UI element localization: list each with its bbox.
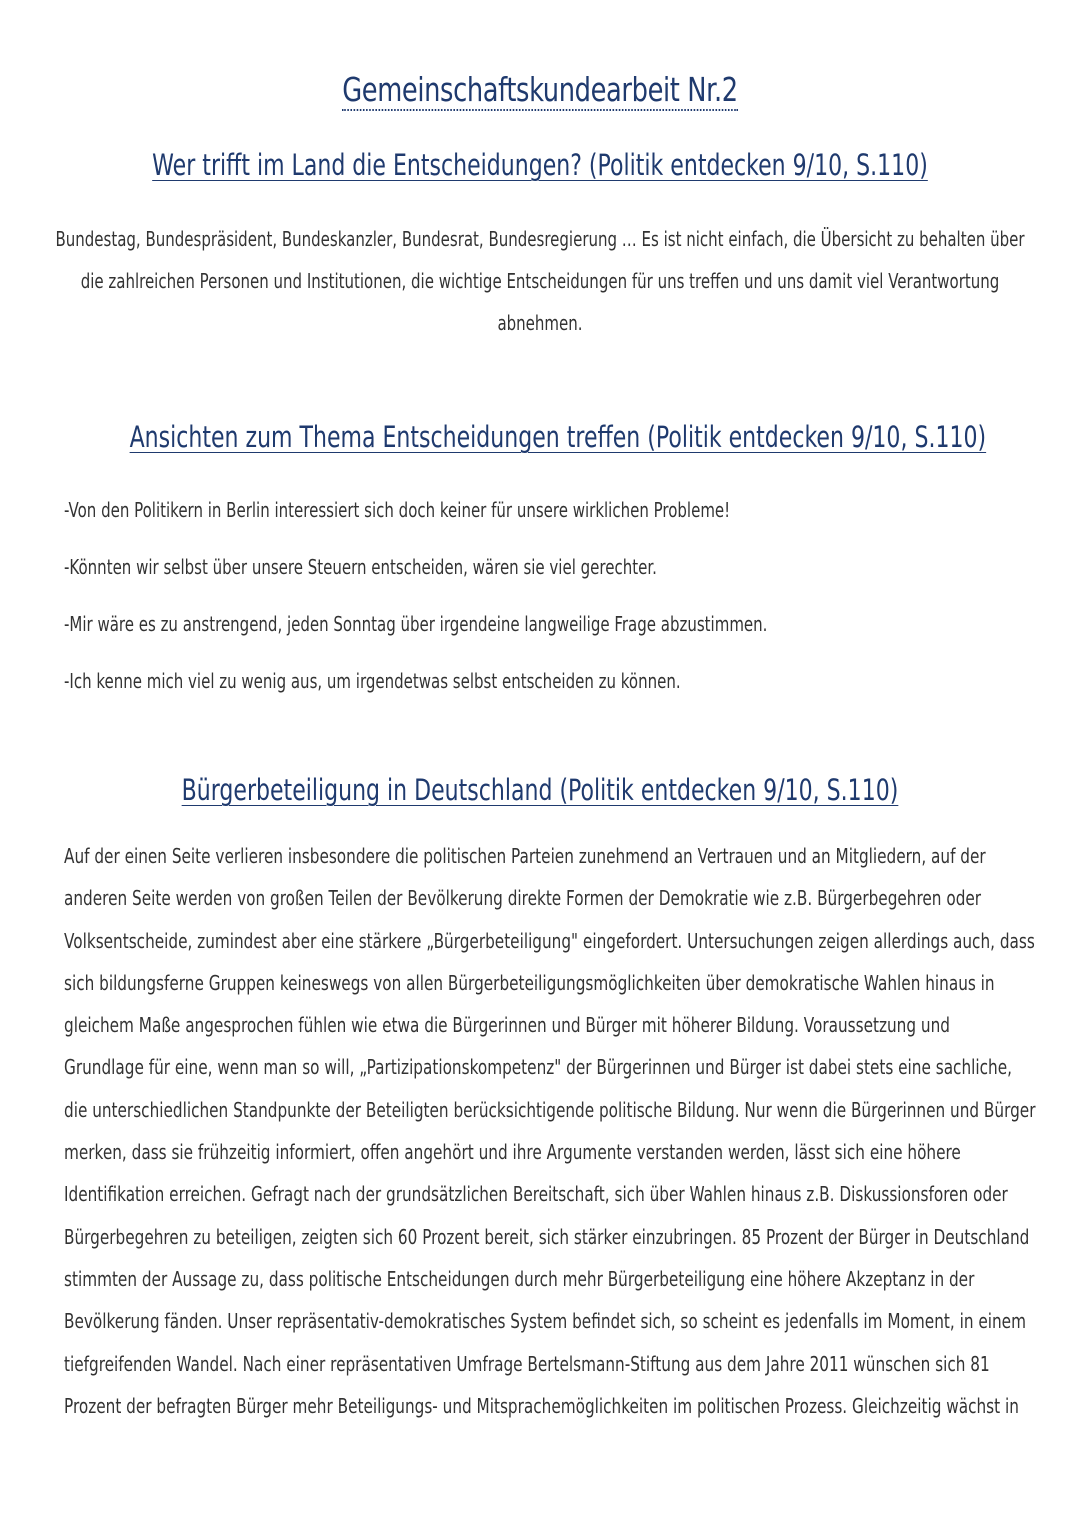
paragraph-line: Prozent der befragten Bürger mehr Beteiligungs- und Mitsprachemöglichkeiten im politischen Prozess. Gleichzeitig wächst in — [64, 1393, 1019, 1418]
paragraph-line: sich bildungsferne Gruppen keineswegs von allen Bürgerbeteiligungsmöglichkeiten über demokratische Wahlen hinaus in — [64, 970, 995, 995]
participation-paragraph — [64, 835, 1036, 1427]
paragraph-line: die zahlreichen Personen und Institutionen, die wichtige Entscheidungen für uns treffen und uns damit viel Verantwortung — [80, 269, 1000, 293]
paragraph-line: anderen Seite werden von großen Teilen der Bevölkerung direkte Formen der Demokratie wie z.B. Bürgerbegehren oder — [64, 886, 982, 911]
paragraph-line: Grundlage für eine, wenn man so will, „Partizipationskompetenz" der Bürgerinnen und Bürger ist dabei stets eine sachliche, — [64, 1055, 1012, 1080]
paragraph-line: Identifikation erreichen. Gefragt nach der grundsätzlichen Bereitschaft, sich über Wahlen hinaus z.B. Diskussionsforen oder — [64, 1182, 1008, 1207]
paragraph-line: Volksentscheide, zumindest aber eine stärkere „Bürgerbeteiligung" eingefordert. Untersuchungen zeigen allerdings auch, dass — [64, 928, 1035, 953]
section-heading-participation: Bürgerbeteiligung in Deutschland (Politik entdecken 9/10, S.110) — [181, 773, 899, 807]
paragraph-line: Bevölkerung fänden. Unser repräsentativ-demokratisches System befindet sich, so scheint es jedenfalls im Moment, in einem — [64, 1309, 1026, 1334]
paragraph-line: Auf der einen Seite verlieren insbesondere die politischen Parteien zunehmend an Vertrauen und an Mitgliedern, auf der — [64, 844, 986, 868]
opinion-list — [64, 482, 1064, 710]
opinion-item: -Mir wäre es zu anstrengend, jeden Sonntag über irgendeine langweilige Frage abzustimmen. — [64, 612, 768, 636]
opinion-item: -Von den Politikern in Berlin interessiert sich doch keiner für unsere wirklichen Probleme! — [64, 498, 731, 522]
paragraph-line: Bürgerbegehren zu beteiligen, zeigten sich 60 Prozent bereit, sich stärker einzubringen. 85 Prozent der Bürger in Deutschland — [64, 1224, 1030, 1249]
opinion-item: -Könnten wir selbst über unsere Steuern entscheiden, wären sie viel gerechter. — [64, 555, 657, 579]
section-heading-decisions: Wer trifft im Land die Entscheidungen? (Politik entdecken 9/10, S.110) — [152, 148, 928, 182]
paragraph-line: stimmten der Aussage zu, dass politische Entscheidungen durch mehr Bürgerbeteiligung eine höhere Akzeptanz in der — [64, 1266, 975, 1291]
document-title: Gemeinschaftskundearbeit Nr.2 — [342, 70, 738, 109]
paragraph-line: tiefgreifenden Wandel. Nach einer repräsentativen Umfrage Bertelsmann-Stiftung aus dem Jahre 2011 wünschen sich 81 — [64, 1351, 990, 1376]
section-intro-paragraph — [30, 218, 1050, 344]
paragraph-line: die unterschiedlichen Standpunkte der Beteiligten berücksichtigende politische Bildung. Nur wenn die Bürgerinnen und Bürger — [64, 1097, 1036, 1122]
paragraph-line: Bundestag, Bundespräsident, Bundeskanzler, Bundesrat, Bundesregierung … Es ist nicht einfach, die Übersicht zu behalten über — [55, 227, 1025, 251]
paragraph-line: abnehmen. — [497, 311, 583, 335]
section-heading-opinions: Ansichten zum Thema Entscheidungen treffen (Politik entdecken 9/10, S.110) — [129, 420, 987, 454]
paragraph-line: gleichem Maße angesprochen fühlen wie etwa die Bürgerinnen und Bürger mit höherer Bildung. Voraussetzung und — [64, 1013, 950, 1038]
paragraph-line: merken, dass sie frühzeitig informiert, offen angehört und ihre Argumente verstanden werden, lässt sich eine höhere — [64, 1140, 961, 1165]
opinion-item: -Ich kenne mich viel zu wenig aus, um irgendetwas selbst entscheiden zu können. — [64, 669, 681, 693]
